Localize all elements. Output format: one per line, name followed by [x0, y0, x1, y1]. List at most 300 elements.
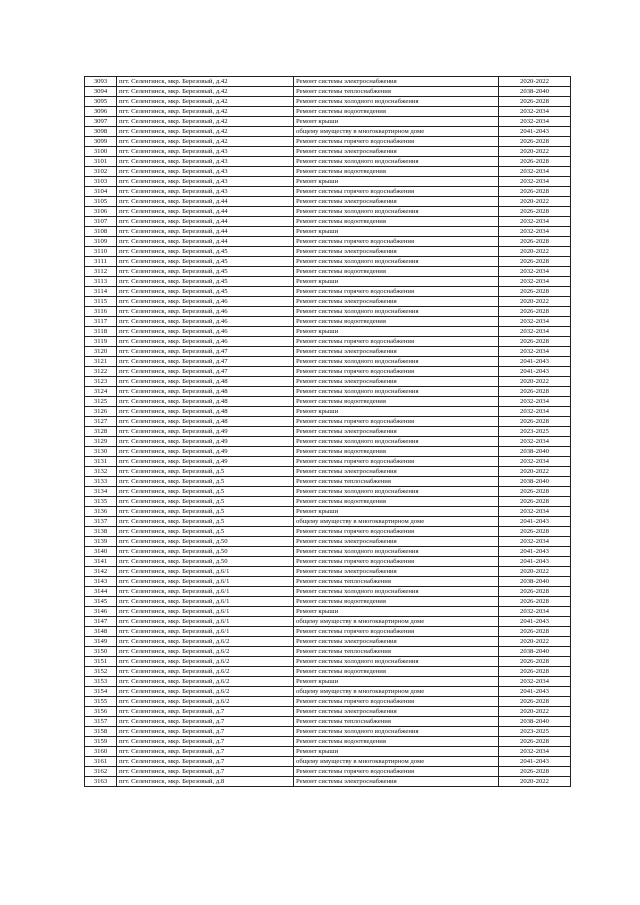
- row-number: 3158: [85, 727, 117, 737]
- table-row: [85, 97, 571, 107]
- address-cell: пгт. Селенгинск, мкр. Березовый, д.45: [117, 267, 294, 277]
- address-cell: пгт. Селенгинск, мкр. Березовый, д.49: [117, 447, 294, 457]
- row-number: 3163: [85, 777, 117, 787]
- table-row: [85, 457, 571, 467]
- row-number: 3157: [85, 717, 117, 727]
- period-cell: 2026-2028: [499, 157, 571, 167]
- row-number: 3099: [85, 137, 117, 147]
- table-row: [85, 387, 571, 397]
- work-type-cell: Ремонт системы электроснабжения: [294, 377, 499, 387]
- period-cell: 2020-2022: [499, 707, 571, 717]
- address-cell: пгт. Селенгинск, мкр. Березовый, д.45: [117, 287, 294, 297]
- table-row: [85, 707, 571, 717]
- work-type-cell: Ремонт системы холодного водоснабжения: [294, 487, 499, 497]
- row-number: 3124: [85, 387, 117, 397]
- row-number: 3095: [85, 97, 117, 107]
- table-row: [85, 367, 571, 377]
- row-number: 3131: [85, 457, 117, 467]
- period-cell: 2041-2043: [499, 547, 571, 557]
- address-cell: пгт. Селенгинск, мкр. Березовый, д.7: [117, 747, 294, 757]
- work-type-cell: Ремонт системы горячего водоснабжения: [294, 527, 499, 537]
- period-cell: 2023-2025: [499, 727, 571, 737]
- address-cell: пгт. Селенгинск, мкр. Березовый, д.48: [117, 407, 294, 417]
- work-type-cell: Ремонт системы холодного водоснабжения: [294, 547, 499, 557]
- table-row: [85, 747, 571, 757]
- period-cell: 2041-2043: [499, 517, 571, 527]
- period-cell: 2032-2034: [499, 457, 571, 467]
- document-page: [84, 76, 571, 787]
- period-cell: 2038-2040: [499, 477, 571, 487]
- row-number: 3138: [85, 527, 117, 537]
- address-cell: пгт. Селенгинск, мкр. Березовый, д.45: [117, 247, 294, 257]
- table-row: [85, 237, 571, 247]
- work-type-cell: Ремонт системы водоотведения: [294, 597, 499, 607]
- table-row: [85, 757, 571, 767]
- address-cell: пгт. Селенгинск, мкр. Березовый, д.6/1: [117, 607, 294, 617]
- address-cell: пгт. Селенгинск, мкр. Березовый, д.6/1: [117, 577, 294, 587]
- row-number: 3152: [85, 667, 117, 677]
- address-cell: пгт. Селенгинск, мкр. Березовый, д.5: [117, 517, 294, 527]
- address-cell: пгт. Селенгинск, мкр. Березовый, д.42: [117, 77, 294, 87]
- work-type-cell: Ремонт системы холодного водоснабжения: [294, 727, 499, 737]
- work-type-cell: Ремонт системы горячего водоснабжения: [294, 187, 499, 197]
- work-type-cell: Ремонт системы холодного водоснабжения: [294, 207, 499, 217]
- row-number: 3135: [85, 497, 117, 507]
- table-row: [85, 417, 571, 427]
- row-number: 3159: [85, 737, 117, 747]
- period-cell: 2032-2034: [499, 507, 571, 517]
- table-row: [85, 637, 571, 647]
- period-cell: 2026-2028: [499, 187, 571, 197]
- work-type-cell: Ремонт системы водоотведения: [294, 217, 499, 227]
- period-cell: 2026-2028: [499, 667, 571, 677]
- address-cell: пгт. Селенгинск, мкр. Березовый, д.49: [117, 427, 294, 437]
- table-row: [85, 77, 571, 87]
- address-cell: пгт. Селенгинск, мкр. Березовый, д.42: [117, 137, 294, 147]
- period-cell: 2032-2034: [499, 407, 571, 417]
- address-cell: пгт. Селенгинск, мкр. Березовый, д.50: [117, 547, 294, 557]
- address-cell: пгт. Селенгинск, мкр. Березовый, д.42: [117, 87, 294, 97]
- address-cell: пгт. Селенгинск, мкр. Березовый, д.49: [117, 437, 294, 447]
- row-number: 3094: [85, 87, 117, 97]
- period-cell: 2020-2022: [499, 77, 571, 87]
- table-row: [85, 287, 571, 297]
- work-type-cell: Ремонт крыши: [294, 117, 499, 127]
- address-cell: пгт. Селенгинск, мкр. Березовый, д.5: [117, 507, 294, 517]
- period-cell: 2026-2028: [499, 737, 571, 747]
- address-cell: пгт. Селенгинск, мкр. Березовый, д.42: [117, 97, 294, 107]
- row-number: 3107: [85, 217, 117, 227]
- table-row: [85, 717, 571, 727]
- table-row: [85, 107, 571, 117]
- address-cell: пгт. Селенгинск, мкр. Березовый, д.44: [117, 197, 294, 207]
- address-cell: пгт. Селенгинск, мкр. Березовый, д.5: [117, 527, 294, 537]
- row-number: 3101: [85, 157, 117, 167]
- work-type-cell: Ремонт системы теплоснабжения: [294, 717, 499, 727]
- work-type-cell: Ремонт системы водоотведения: [294, 317, 499, 327]
- row-number: 3110: [85, 247, 117, 257]
- address-cell: пгт. Селенгинск, мкр. Березовый, д.42: [117, 117, 294, 127]
- table-row: [85, 157, 571, 167]
- work-type-cell: Ремонт системы горячего водоснабжения: [294, 337, 499, 347]
- row-number: 3128: [85, 427, 117, 437]
- table-row: [85, 547, 571, 557]
- table-row: [85, 397, 571, 407]
- table-row: [85, 297, 571, 307]
- row-number: 3112: [85, 267, 117, 277]
- table-row: [85, 187, 571, 197]
- work-type-cell: Ремонт системы холодного водоснабжения: [294, 157, 499, 167]
- table-row: [85, 217, 571, 227]
- period-cell: 2026-2028: [499, 487, 571, 497]
- period-cell: 2026-2028: [499, 597, 571, 607]
- period-cell: 2026-2028: [499, 257, 571, 267]
- row-number: 3093: [85, 77, 117, 87]
- table-row: [85, 167, 571, 177]
- work-type-cell: Ремонт системы холодного водоснабжения: [294, 587, 499, 597]
- address-cell: пгт. Селенгинск, мкр. Березовый, д.46: [117, 337, 294, 347]
- work-type-cell: Ремонт системы горячего водоснабжения: [294, 767, 499, 777]
- work-type-cell: Ремонт системы водоотведения: [294, 167, 499, 177]
- work-type-cell: Ремонт системы горячего водоснабжения: [294, 457, 499, 467]
- period-cell: 2020-2022: [499, 637, 571, 647]
- work-type-cell: Ремонт системы водоотведения: [294, 267, 499, 277]
- address-cell: пгт. Селенгинск, мкр. Березовый, д.7: [117, 717, 294, 727]
- period-cell: 2020-2022: [499, 297, 571, 307]
- row-number: 3160: [85, 747, 117, 757]
- row-number: 3133: [85, 477, 117, 487]
- row-number: 3149: [85, 637, 117, 647]
- work-type-cell: Ремонт крыши: [294, 507, 499, 517]
- repair-schedule-table: [84, 76, 571, 787]
- work-type-cell: общему имуществу в многоквартирном доме: [294, 687, 499, 697]
- period-cell: 2041-2043: [499, 367, 571, 377]
- period-cell: 2041-2043: [499, 557, 571, 567]
- address-cell: пгт. Селенгинск, мкр. Березовый, д.6/1: [117, 567, 294, 577]
- table-row: [85, 177, 571, 187]
- table-row: [85, 117, 571, 127]
- address-cell: пгт. Селенгинск, мкр. Березовый, д.5: [117, 477, 294, 487]
- row-number: 3108: [85, 227, 117, 237]
- row-number: 3106: [85, 207, 117, 217]
- work-type-cell: общему имуществу в многоквартирном доме: [294, 757, 499, 767]
- table-row: [85, 377, 571, 387]
- row-number: 3119: [85, 337, 117, 347]
- table-row: [85, 327, 571, 337]
- period-cell: 2026-2028: [499, 697, 571, 707]
- table-row: [85, 357, 571, 367]
- work-type-cell: Ремонт системы горячего водоснабжения: [294, 417, 499, 427]
- period-cell: 2026-2028: [499, 97, 571, 107]
- address-cell: пгт. Селенгинск, мкр. Березовый, д.42: [117, 127, 294, 137]
- row-number: 3154: [85, 687, 117, 697]
- row-number: 3153: [85, 677, 117, 687]
- row-number: 3098: [85, 127, 117, 137]
- row-number: 3122: [85, 367, 117, 377]
- table-body: [85, 77, 571, 787]
- address-cell: пгт. Селенгинск, мкр. Березовый, д.7: [117, 727, 294, 737]
- address-cell: пгт. Селенгинск, мкр. Березовый, д.50: [117, 557, 294, 567]
- address-cell: пгт. Селенгинск, мкр. Березовый, д.7: [117, 737, 294, 747]
- table-row: [85, 667, 571, 677]
- address-cell: пгт. Селенгинск, мкр. Березовый, д.43: [117, 167, 294, 177]
- period-cell: 2032-2034: [499, 177, 571, 187]
- period-cell: 2026-2028: [499, 287, 571, 297]
- period-cell: 2026-2028: [499, 627, 571, 637]
- row-number: 3142: [85, 567, 117, 577]
- address-cell: пгт. Селенгинск, мкр. Березовый, д.5: [117, 467, 294, 477]
- work-type-cell: Ремонт системы горячего водоснабжения: [294, 627, 499, 637]
- work-type-cell: Ремонт системы горячего водоснабжения: [294, 237, 499, 247]
- address-cell: пгт. Селенгинск, мкр. Березовый, д.42: [117, 107, 294, 117]
- work-type-cell: Ремонт системы электроснабжения: [294, 347, 499, 357]
- work-type-cell: Ремонт системы водоотведения: [294, 447, 499, 457]
- table-row: [85, 647, 571, 657]
- work-type-cell: Ремонт крыши: [294, 747, 499, 757]
- address-cell: пгт. Селенгинск, мкр. Березовый, д.43: [117, 157, 294, 167]
- work-type-cell: Ремонт системы горячего водоснабжения: [294, 557, 499, 567]
- row-number: 3104: [85, 187, 117, 197]
- period-cell: 2038-2040: [499, 717, 571, 727]
- address-cell: пгт. Селенгинск, мкр. Березовый, д.6/2: [117, 677, 294, 687]
- table-row: [85, 307, 571, 317]
- work-type-cell: Ремонт системы электроснабжения: [294, 637, 499, 647]
- work-type-cell: Ремонт системы электроснабжения: [294, 467, 499, 477]
- period-cell: 2032-2034: [499, 317, 571, 327]
- table-row: [85, 597, 571, 607]
- row-number: 3102: [85, 167, 117, 177]
- address-cell: пгт. Селенгинск, мкр. Березовый, д.6/2: [117, 667, 294, 677]
- table-row: [85, 617, 571, 627]
- table-row: [85, 447, 571, 457]
- period-cell: 2020-2022: [499, 467, 571, 477]
- address-cell: пгт. Селенгинск, мкр. Березовый, д.44: [117, 207, 294, 217]
- address-cell: пгт. Селенгинск, мкр. Березовый, д.44: [117, 217, 294, 227]
- address-cell: пгт. Селенгинск, мкр. Березовый, д.7: [117, 767, 294, 777]
- table-row: [85, 267, 571, 277]
- period-cell: 2032-2034: [499, 217, 571, 227]
- work-type-cell: Ремонт системы электроснабжения: [294, 197, 499, 207]
- table-row: [85, 197, 571, 207]
- work-type-cell: Ремонт системы электроснабжения: [294, 77, 499, 87]
- work-type-cell: Ремонт системы электроснабжения: [294, 777, 499, 787]
- row-number: 3105: [85, 197, 117, 207]
- period-cell: 2020-2022: [499, 567, 571, 577]
- period-cell: 2032-2034: [499, 277, 571, 287]
- work-type-cell: Ремонт крыши: [294, 607, 499, 617]
- table-row: [85, 247, 571, 257]
- work-type-cell: Ремонт системы горячего водоснабжения: [294, 137, 499, 147]
- row-number: 3151: [85, 657, 117, 667]
- work-type-cell: Ремонт системы холодного водоснабжения: [294, 97, 499, 107]
- period-cell: 2041-2043: [499, 617, 571, 627]
- address-cell: пгт. Селенгинск, мкр. Березовый, д.6/2: [117, 647, 294, 657]
- work-type-cell: Ремонт системы электроснабжения: [294, 247, 499, 257]
- period-cell: 2032-2034: [499, 437, 571, 447]
- row-number: 3136: [85, 507, 117, 517]
- row-number: 3121: [85, 357, 117, 367]
- row-number: 3143: [85, 577, 117, 587]
- work-type-cell: Ремонт системы холодного водоснабжения: [294, 307, 499, 317]
- table-row: [85, 437, 571, 447]
- period-cell: 2026-2028: [499, 527, 571, 537]
- table-row: [85, 337, 571, 347]
- work-type-cell: Ремонт системы холодного водоснабжения: [294, 257, 499, 267]
- period-cell: 2020-2022: [499, 777, 571, 787]
- address-cell: пгт. Селенгинск, мкр. Березовый, д.45: [117, 257, 294, 267]
- period-cell: 2026-2028: [499, 767, 571, 777]
- row-number: 3096: [85, 107, 117, 117]
- period-cell: 2038-2040: [499, 87, 571, 97]
- row-number: 3111: [85, 257, 117, 267]
- period-cell: 2032-2034: [499, 267, 571, 277]
- period-cell: 2032-2034: [499, 607, 571, 617]
- table-row: [85, 567, 571, 577]
- work-type-cell: Ремонт системы теплоснабжения: [294, 577, 499, 587]
- table-row: [85, 227, 571, 237]
- period-cell: 2026-2028: [499, 137, 571, 147]
- address-cell: пгт. Селенгинск, мкр. Березовый, д.44: [117, 237, 294, 247]
- row-number: 3120: [85, 347, 117, 357]
- address-cell: пгт. Селенгинск, мкр. Березовый, д.7: [117, 707, 294, 717]
- work-type-cell: Ремонт системы горячего водоснабжения: [294, 287, 499, 297]
- row-number: 3132: [85, 467, 117, 477]
- table-row: [85, 127, 571, 137]
- period-cell: 2032-2034: [499, 537, 571, 547]
- work-type-cell: Ремонт системы водоотведения: [294, 497, 499, 507]
- work-type-cell: Ремонт системы теплоснабжения: [294, 87, 499, 97]
- row-number: 3114: [85, 287, 117, 297]
- period-cell: 2038-2040: [499, 577, 571, 587]
- table-row: [85, 487, 571, 497]
- row-number: 3161: [85, 757, 117, 767]
- period-cell: 2026-2028: [499, 237, 571, 247]
- work-type-cell: общему имуществу в многоквартирном доме: [294, 617, 499, 627]
- work-type-cell: общему имуществу в многоквартирном доме: [294, 127, 499, 137]
- address-cell: пгт. Селенгинск, мкр. Березовый, д.46: [117, 307, 294, 317]
- period-cell: 2032-2034: [499, 107, 571, 117]
- row-number: 3125: [85, 397, 117, 407]
- table-row: [85, 657, 571, 667]
- row-number: 3134: [85, 487, 117, 497]
- period-cell: 2026-2028: [499, 657, 571, 667]
- address-cell: пгт. Селенгинск, мкр. Березовый, д.5: [117, 497, 294, 507]
- period-cell: 2032-2034: [499, 117, 571, 127]
- period-cell: 2032-2034: [499, 167, 571, 177]
- period-cell: 2032-2034: [499, 677, 571, 687]
- work-type-cell: Ремонт системы электроснабжения: [294, 147, 499, 157]
- row-number: 3155: [85, 697, 117, 707]
- period-cell: 2026-2028: [499, 387, 571, 397]
- work-type-cell: Ремонт системы водоотведения: [294, 737, 499, 747]
- table-row: [85, 207, 571, 217]
- row-number: 3118: [85, 327, 117, 337]
- period-cell: 2020-2022: [499, 377, 571, 387]
- work-type-cell: Ремонт системы электроснабжения: [294, 537, 499, 547]
- period-cell: 2032-2034: [499, 747, 571, 757]
- table-row: [85, 697, 571, 707]
- work-type-cell: Ремонт системы водоотведения: [294, 107, 499, 117]
- address-cell: пгт. Селенгинск, мкр. Березовый, д.6/1: [117, 597, 294, 607]
- table-row: [85, 517, 571, 527]
- table-row: [85, 677, 571, 687]
- table-row: [85, 137, 571, 147]
- row-number: 3140: [85, 547, 117, 557]
- work-type-cell: Ремонт системы электроснабжения: [294, 427, 499, 437]
- address-cell: пгт. Селенгинск, мкр. Березовый, д.49: [117, 457, 294, 467]
- address-cell: пгт. Селенгинск, мкр. Березовый, д.47: [117, 347, 294, 357]
- work-type-cell: Ремонт системы холодного водоснабжения: [294, 437, 499, 447]
- table-row: [85, 407, 571, 417]
- period-cell: 2026-2028: [499, 307, 571, 317]
- period-cell: 2032-2034: [499, 347, 571, 357]
- row-number: 3097: [85, 117, 117, 127]
- table-row: [85, 727, 571, 737]
- table-row: [85, 537, 571, 547]
- period-cell: 2026-2028: [499, 417, 571, 427]
- period-cell: 2026-2028: [499, 587, 571, 597]
- address-cell: пгт. Селенгинск, мкр. Березовый, д.6/2: [117, 657, 294, 667]
- address-cell: пгт. Селенгинск, мкр. Березовый, д.48: [117, 397, 294, 407]
- work-type-cell: Ремонт системы холодного водоснабжения: [294, 387, 499, 397]
- address-cell: пгт. Селенгинск, мкр. Березовый, д.8: [117, 777, 294, 787]
- address-cell: пгт. Селенгинск, мкр. Березовый, д.47: [117, 367, 294, 377]
- address-cell: пгт. Селенгинск, мкр. Березовый, д.6/1: [117, 627, 294, 637]
- work-type-cell: Ремонт системы электроснабжения: [294, 567, 499, 577]
- work-type-cell: Ремонт системы электроснабжения: [294, 707, 499, 717]
- row-number: 3130: [85, 447, 117, 457]
- address-cell: пгт. Селенгинск, мкр. Березовый, д.43: [117, 147, 294, 157]
- period-cell: 2041-2043: [499, 357, 571, 367]
- work-type-cell: Ремонт системы электроснабжения: [294, 297, 499, 307]
- row-number: 3141: [85, 557, 117, 567]
- row-number: 3117: [85, 317, 117, 327]
- table-row: [85, 257, 571, 267]
- row-number: 3148: [85, 627, 117, 637]
- period-cell: 2041-2043: [499, 127, 571, 137]
- period-cell: 2032-2034: [499, 397, 571, 407]
- table-row: [85, 737, 571, 747]
- address-cell: пгт. Селенгинск, мкр. Березовый, д.48: [117, 417, 294, 427]
- table-row: [85, 557, 571, 567]
- row-number: 3123: [85, 377, 117, 387]
- work-type-cell: Ремонт системы теплоснабжения: [294, 647, 499, 657]
- period-cell: 2041-2043: [499, 687, 571, 697]
- address-cell: пгт. Селенгинск, мкр. Березовый, д.6/1: [117, 617, 294, 627]
- row-number: 3137: [85, 517, 117, 527]
- address-cell: пгт. Селенгинск, мкр. Березовый, д.5: [117, 487, 294, 497]
- work-type-cell: Ремонт системы теплоснабжения: [294, 477, 499, 487]
- row-number: 3115: [85, 297, 117, 307]
- table-row: [85, 577, 571, 587]
- address-cell: пгт. Селенгинск, мкр. Березовый, д.45: [117, 277, 294, 287]
- row-number: 3147: [85, 617, 117, 627]
- work-type-cell: Ремонт системы водоотведения: [294, 397, 499, 407]
- table-row: [85, 527, 571, 537]
- address-cell: пгт. Селенгинск, мкр. Березовый, д.48: [117, 377, 294, 387]
- address-cell: пгт. Селенгинск, мкр. Березовый, д.7: [117, 757, 294, 767]
- address-cell: пгт. Селенгинск, мкр. Березовый, д.48: [117, 387, 294, 397]
- table-row: [85, 767, 571, 777]
- row-number: 3109: [85, 237, 117, 247]
- address-cell: пгт. Селенгинск, мкр. Березовый, д.6/2: [117, 687, 294, 697]
- row-number: 3156: [85, 707, 117, 717]
- table-row: [85, 467, 571, 477]
- table-row: [85, 627, 571, 637]
- period-cell: 2020-2022: [499, 197, 571, 207]
- work-type-cell: Ремонт крыши: [294, 227, 499, 237]
- table-row: [85, 507, 571, 517]
